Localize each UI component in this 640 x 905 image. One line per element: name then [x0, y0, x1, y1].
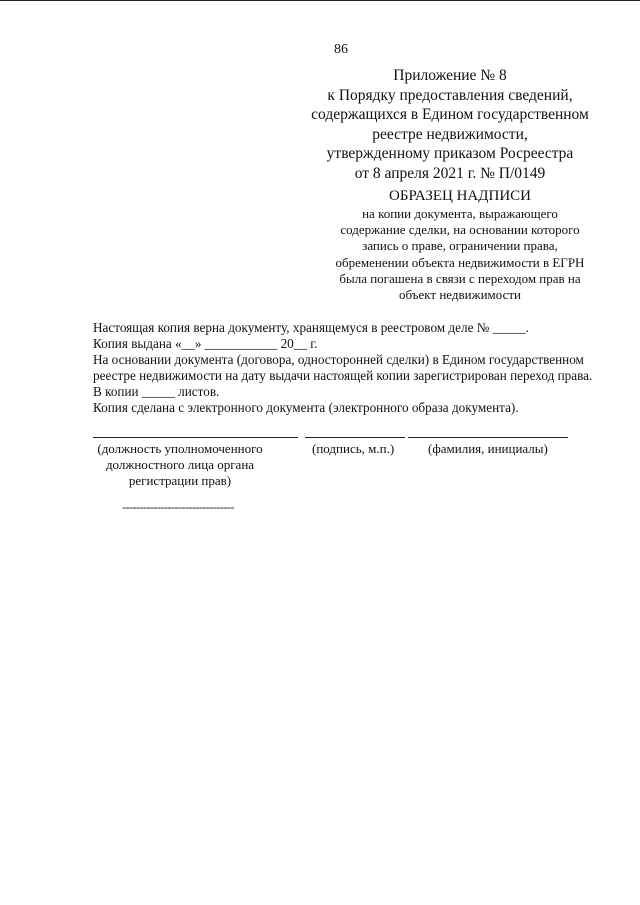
position-label-line: регистрации прав)	[128, 473, 232, 488]
page-number: 86	[334, 42, 348, 57]
appendix-header	[300, 66, 600, 183]
name-signature-line	[408, 437, 568, 438]
body-line-sheets: В копии _____ листов.	[93, 384, 220, 399]
sample-line: объект недвижимости	[398, 287, 522, 303]
body-line-basis: На основании документа (договора, односторонней сделки) в Едином государственном	[93, 352, 584, 367]
position-label-line: должностного лица органа	[105, 457, 255, 472]
position-signature-line	[93, 437, 298, 438]
appendix-line: содержащихся в Едином государственном	[311, 106, 589, 123]
appendix-line: к Порядку предоставления сведений,	[327, 86, 573, 104]
body-line-electronic: Копия сделана с электронного документа (электронного образа документа).	[93, 400, 519, 415]
body-line-registry: реестре недвижимости на дату выдачи настоящей копии зарегистрирован переход права.	[93, 368, 593, 383]
appendix-line: утвержденному приказом Росреестра	[326, 145, 574, 162]
signature-line	[305, 437, 405, 438]
body-line-copy-verified: Настоящая копия верна документу, хранящемуся в реестровом деле № _____.	[93, 320, 529, 335]
sample-line: обременении объекта недвижимости в ЕГРН	[335, 254, 585, 270]
sample-title: ОБРАЗЕЦ НАДПИСИ	[389, 188, 531, 204]
sample-line: содержание сделки, на основании которого	[340, 222, 580, 238]
sample-line: была погашена в связи с переходом прав на	[339, 270, 581, 286]
sample-block	[330, 187, 590, 303]
appendix-line: Приложение № 8	[393, 67, 507, 84]
appendix-line: от 8 апреля 2021 г. № П/0149	[354, 164, 546, 182]
top-edge-line	[0, 0, 640, 1]
dash-separator: --------------------------------	[122, 500, 234, 514]
name-label: (фамилия, инициалы)	[428, 441, 548, 456]
position-label	[95, 441, 265, 489]
body-line-copy-issued: Копия выдана «__» ___________ 20__ г.	[93, 336, 318, 351]
appendix-line: реестре недвижимости,	[372, 125, 528, 143]
sample-line: на копии документа, выражающего	[362, 206, 558, 221]
sample-line: запись о праве, ограничении права,	[362, 238, 558, 254]
signature-label: (подпись, м.п.)	[312, 441, 395, 456]
position-label-line: (должность уполномоченного	[97, 441, 263, 456]
